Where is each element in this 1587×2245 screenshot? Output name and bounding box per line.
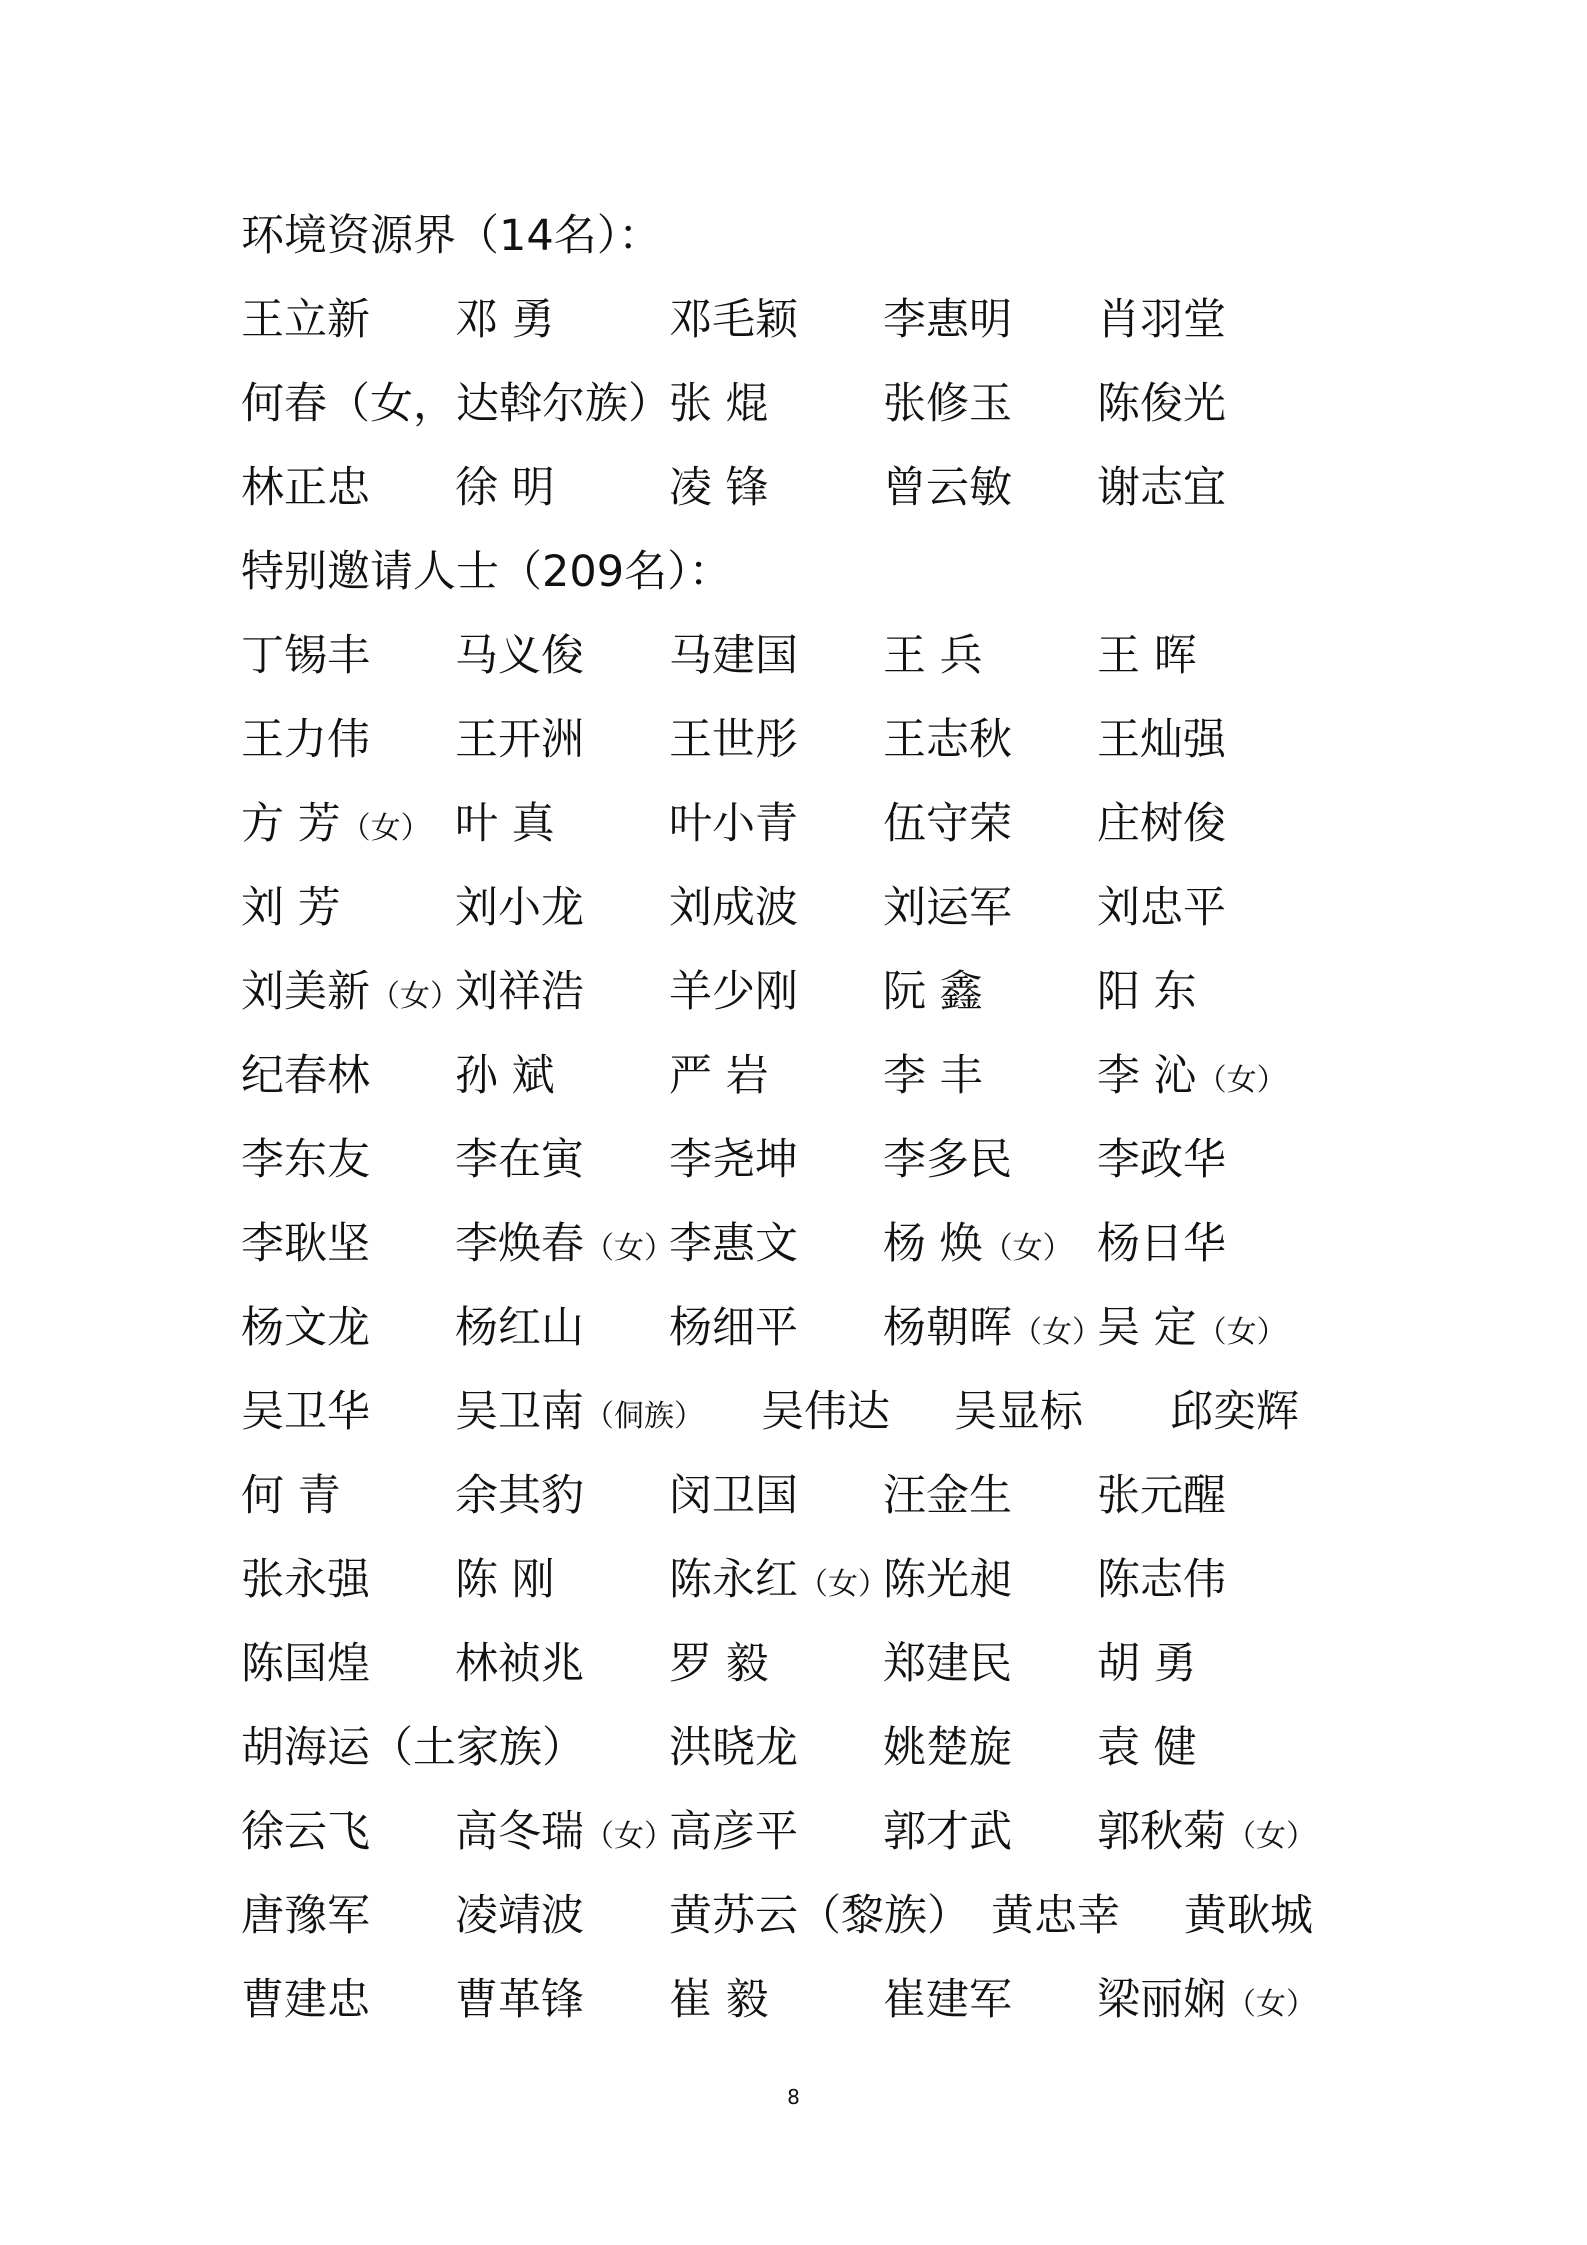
person-name	[883, 794, 1012, 854]
person-name	[669, 710, 798, 770]
name-row	[241, 1886, 1391, 1946]
person-name-text: 刘忠平	[1097, 883, 1226, 933]
person-name	[954, 1382, 1083, 1442]
person-name	[241, 1466, 341, 1526]
person-name	[241, 878, 341, 938]
person-name	[669, 1046, 769, 1106]
person-name	[883, 1298, 1102, 1363]
person-name	[455, 1886, 584, 1946]
person-name-text: 庄树俊	[1097, 799, 1226, 849]
person-name	[669, 1298, 798, 1358]
person-name-text: 邓毛颖	[669, 295, 798, 345]
name-row	[241, 290, 1391, 350]
person-name	[455, 1382, 704, 1447]
person-name	[669, 1886, 970, 1946]
person-name-text: 王灿强	[1097, 715, 1226, 765]
person-name-text: 刘祥浩	[455, 967, 584, 1017]
person-name	[241, 458, 370, 518]
person-name	[455, 626, 584, 686]
person-name-text: 梁丽娴	[1097, 1975, 1226, 2025]
person-name	[1097, 290, 1226, 350]
person-name	[1097, 1550, 1226, 1610]
person-name-text: 胡 勇	[1097, 1639, 1197, 1689]
person-name-text: 崔 毅	[669, 1975, 769, 2025]
person-name-text: 阮 鑫	[883, 967, 983, 1017]
person-name	[883, 1130, 1012, 1190]
person-name-text: 张修玉	[883, 379, 1012, 429]
person-name	[1097, 458, 1226, 518]
person-name-text: 李多民	[883, 1135, 1012, 1185]
person-name-text: 陈光昶	[883, 1555, 1012, 1605]
person-name-text: 李尧坤	[669, 1135, 798, 1185]
name-row	[241, 710, 1391, 770]
name-row	[241, 1130, 1391, 1190]
person-name-text: 叶小青	[669, 799, 798, 849]
person-name	[669, 374, 769, 434]
gender-note: （女）	[1012, 1315, 1102, 1350]
person-name-text: 叶 真	[455, 799, 555, 849]
person-name	[883, 710, 1012, 770]
person-name	[669, 1130, 798, 1190]
person-name-text: 杨细平	[669, 1303, 798, 1353]
person-name	[455, 290, 555, 350]
name-row	[241, 962, 1391, 1022]
person-name-text: 方 芳	[241, 799, 341, 849]
person-name-text: 谢志宜	[1097, 463, 1226, 513]
gender-note: （女）	[982, 1231, 1073, 1266]
person-name	[1097, 1718, 1197, 1778]
name-row	[241, 878, 1391, 938]
gender-note: （女）	[1196, 1315, 1287, 1350]
person-name-text: 何 青	[241, 1471, 341, 1521]
person-name	[883, 290, 1012, 350]
person-name-text: 羊少刚	[669, 967, 798, 1017]
person-name-text: 曾云敏	[883, 463, 1012, 513]
name-row	[241, 458, 1391, 518]
person-name-text: 李惠明	[883, 295, 1012, 345]
person-name-text: 李政华	[1097, 1135, 1226, 1185]
person-name	[883, 626, 983, 686]
person-name	[241, 1886, 370, 1946]
name-row	[241, 1718, 1391, 1778]
person-name-text: 吴 定	[1097, 1303, 1197, 1353]
person-name-text: 王 兵	[883, 631, 983, 681]
person-name-text: 汪金生	[883, 1471, 1012, 1521]
gender-note: （女）	[584, 1231, 674, 1266]
person-name-text: 刘小龙	[455, 883, 584, 933]
person-name-text: 严 岩	[669, 1051, 769, 1101]
person-name	[669, 1466, 798, 1526]
person-name-text: 崔建军	[883, 1975, 1012, 2025]
name-row	[241, 1634, 1391, 1694]
person-name	[1097, 1634, 1197, 1694]
person-name-text: 张元醒	[1097, 1471, 1226, 1521]
person-name-text: 李 丰	[883, 1051, 983, 1101]
person-name	[241, 290, 370, 350]
name-row	[241, 1802, 1391, 1862]
person-name	[883, 1046, 983, 1106]
gender-note: （女）	[1196, 1063, 1287, 1098]
person-name-text: 李 沁	[1097, 1051, 1197, 1101]
person-name	[669, 290, 798, 350]
person-name-text: 陈永红	[669, 1555, 798, 1605]
person-name-text: 王世彤	[669, 715, 798, 765]
person-name-text: 刘成波	[669, 883, 798, 933]
person-name	[455, 878, 584, 938]
person-name	[669, 962, 798, 1022]
person-name	[1097, 626, 1197, 686]
person-name	[883, 1970, 1012, 2030]
person-name	[669, 1634, 769, 1694]
name-row	[241, 1550, 1391, 1610]
person-name-text: 洪晓龙	[669, 1723, 798, 1773]
person-name-text: 黄苏云（黎族）	[669, 1891, 970, 1941]
person-name-text: 张 焜	[669, 379, 769, 429]
name-row	[241, 1970, 1391, 2030]
person-name	[241, 1298, 370, 1358]
person-name-text: 黄耿城	[1184, 1891, 1313, 1941]
person-name	[455, 962, 584, 1022]
person-name-text: 袁 健	[1097, 1723, 1197, 1773]
person-name	[883, 962, 983, 1022]
person-name-text: 杨日华	[1097, 1219, 1226, 1269]
person-name-text: 李在寅	[455, 1135, 584, 1185]
person-name	[455, 1550, 555, 1610]
person-name-text: 陈 刚	[455, 1555, 555, 1605]
person-name	[455, 1046, 555, 1106]
person-name	[241, 374, 671, 434]
person-name-text: 杨红山	[455, 1303, 584, 1353]
person-name	[1097, 1298, 1287, 1363]
person-name	[455, 1802, 674, 1867]
person-name	[455, 1214, 674, 1279]
page-number: 8	[787, 2085, 800, 2109]
person-name	[1097, 1130, 1226, 1190]
person-name	[669, 458, 769, 518]
person-name-text: 唐豫军	[241, 1891, 370, 1941]
person-name-text: 何春（女，达斡尔族）	[241, 379, 671, 429]
person-name	[669, 794, 798, 854]
person-name	[883, 1466, 1012, 1526]
person-name-text: 杨文龙	[241, 1303, 370, 1353]
person-name	[241, 1634, 370, 1694]
person-name	[1184, 1886, 1313, 1946]
person-name	[455, 458, 555, 518]
gender-note: （女）	[1226, 1987, 1316, 2022]
section-heading: 特别邀请人士（209名）：	[241, 547, 732, 597]
person-name-text: 高冬瑞	[455, 1807, 584, 1857]
person-name	[455, 1298, 584, 1358]
person-name-text: 郑建民	[883, 1639, 1012, 1689]
person-name	[1097, 1214, 1226, 1274]
person-name-text: 郭才武	[883, 1807, 1012, 1857]
person-name-text: 高彦平	[669, 1807, 798, 1857]
person-name-text: 林正忠	[241, 463, 370, 513]
person-name	[669, 1214, 798, 1274]
person-name-text: 郭秋菊	[1097, 1807, 1226, 1857]
person-name-text: 李耿坚	[241, 1219, 370, 1269]
person-name-text: 凌 锋	[669, 463, 769, 513]
name-row	[241, 1298, 1391, 1358]
person-name-text: 王力伟	[241, 715, 370, 765]
person-name	[1097, 1970, 1316, 2035]
person-name	[669, 626, 798, 686]
person-name	[455, 710, 584, 770]
person-name-text: 伍守荣	[883, 799, 1012, 849]
name-row	[241, 1046, 1391, 1106]
person-name-text: 徐 明	[455, 463, 555, 513]
person-name-text: 黄忠幸	[991, 1891, 1120, 1941]
person-name-text: 吴伟达	[761, 1387, 890, 1437]
person-name	[241, 1802, 370, 1862]
person-name-text: 李惠文	[669, 1219, 798, 1269]
gender-note: （女）	[798, 1567, 888, 1602]
person-name	[991, 1886, 1120, 1946]
person-name-text: 杨朝晖	[883, 1303, 1012, 1353]
person-name	[241, 794, 431, 859]
person-name-text: 陈志伟	[1097, 1555, 1226, 1605]
person-name-text: 林祯兆	[455, 1639, 584, 1689]
person-name-text: 张永强	[241, 1555, 370, 1605]
person-name	[455, 1634, 584, 1694]
person-name	[241, 1214, 370, 1274]
person-name-text: 刘美新	[241, 967, 370, 1017]
person-name-text: 杨 焕	[883, 1219, 983, 1269]
person-name	[883, 374, 1012, 434]
person-name	[241, 1718, 585, 1778]
person-name-text: 胡海运（土家族）	[241, 1723, 585, 1773]
person-name	[1097, 710, 1226, 770]
person-name	[883, 1718, 1012, 1778]
person-name-text: 王立新	[241, 295, 370, 345]
gender-note: （侗族）	[584, 1399, 704, 1434]
person-name	[455, 1130, 584, 1190]
gender-note: （女）	[340, 811, 431, 846]
person-name	[1097, 1046, 1287, 1111]
person-name	[1097, 1802, 1316, 1867]
person-name-text: 吴卫南	[455, 1387, 584, 1437]
person-name	[883, 878, 1012, 938]
person-name	[241, 1046, 370, 1106]
person-name-text: 孙 斌	[455, 1051, 555, 1101]
person-name-text: 曹建忠	[241, 1975, 370, 2025]
section-heading: 环境资源界（14名）：	[241, 211, 662, 261]
person-name-text: 阳 东	[1097, 967, 1197, 1017]
person-name	[669, 1970, 769, 2030]
person-name-text: 陈国煌	[241, 1639, 370, 1689]
person-name	[1097, 878, 1226, 938]
name-row	[241, 1214, 1391, 1274]
person-name	[241, 962, 460, 1027]
person-name-text: 邱奕辉	[1170, 1387, 1299, 1437]
person-name-text: 王开洲	[455, 715, 584, 765]
person-name-text: 闵卫国	[669, 1471, 798, 1521]
person-name-text: 吴卫华	[241, 1387, 370, 1437]
person-name	[883, 1214, 1073, 1279]
person-name-text: 余其豹	[455, 1471, 584, 1521]
person-name	[455, 1970, 584, 2030]
person-name	[883, 1550, 1012, 1610]
person-name	[241, 1130, 370, 1190]
person-name-text: 马建国	[669, 631, 798, 681]
person-name	[241, 1550, 370, 1610]
person-name-text: 罗 毅	[669, 1639, 769, 1689]
person-name-text: 纪春林	[241, 1051, 370, 1101]
person-name	[1170, 1382, 1299, 1442]
person-name	[455, 1466, 584, 1526]
person-name	[883, 1634, 1012, 1694]
person-name-text: 曹革锋	[455, 1975, 584, 2025]
person-name-text: 刘 芳	[241, 883, 341, 933]
gender-note: （女）	[584, 1819, 674, 1854]
person-name-text: 刘运军	[883, 883, 1012, 933]
name-row	[241, 1466, 1391, 1526]
name-row	[241, 1382, 1391, 1442]
name-row	[241, 626, 1391, 686]
person-name-text: 邓 勇	[455, 295, 555, 345]
person-name-text: 凌靖波	[455, 1891, 584, 1941]
gender-note: （女）	[1226, 1819, 1316, 1854]
name-row	[241, 794, 1391, 854]
person-name	[1097, 794, 1226, 854]
person-name	[669, 1802, 798, 1862]
person-name	[1097, 1466, 1226, 1526]
person-name-text: 吴显标	[954, 1387, 1083, 1437]
person-name	[669, 878, 798, 938]
person-name	[241, 1970, 370, 2030]
person-name	[455, 794, 555, 854]
person-name	[1097, 374, 1226, 434]
person-name	[241, 626, 370, 686]
person-name	[669, 1550, 888, 1615]
person-name-text: 陈俊光	[1097, 379, 1226, 429]
person-name-text: 肖羽堂	[1097, 295, 1226, 345]
person-name	[669, 1718, 798, 1778]
person-name	[241, 1382, 370, 1442]
gender-note: （女）	[370, 979, 460, 1014]
person-name	[883, 1802, 1012, 1862]
person-name-text: 李焕春	[455, 1219, 584, 1269]
person-name-text: 李东友	[241, 1135, 370, 1185]
person-name-text: 徐云飞	[241, 1807, 370, 1857]
person-name	[883, 458, 1012, 518]
person-name	[241, 710, 370, 770]
person-name-text: 马义俊	[455, 631, 584, 681]
person-name-text: 王志秋	[883, 715, 1012, 765]
name-row	[241, 374, 1391, 434]
person-name-text: 姚楚旋	[883, 1723, 1012, 1773]
person-name	[761, 1382, 890, 1442]
person-name-text: 王 晖	[1097, 631, 1197, 681]
person-name-text: 丁锡丰	[241, 631, 370, 681]
person-name	[1097, 962, 1197, 1022]
